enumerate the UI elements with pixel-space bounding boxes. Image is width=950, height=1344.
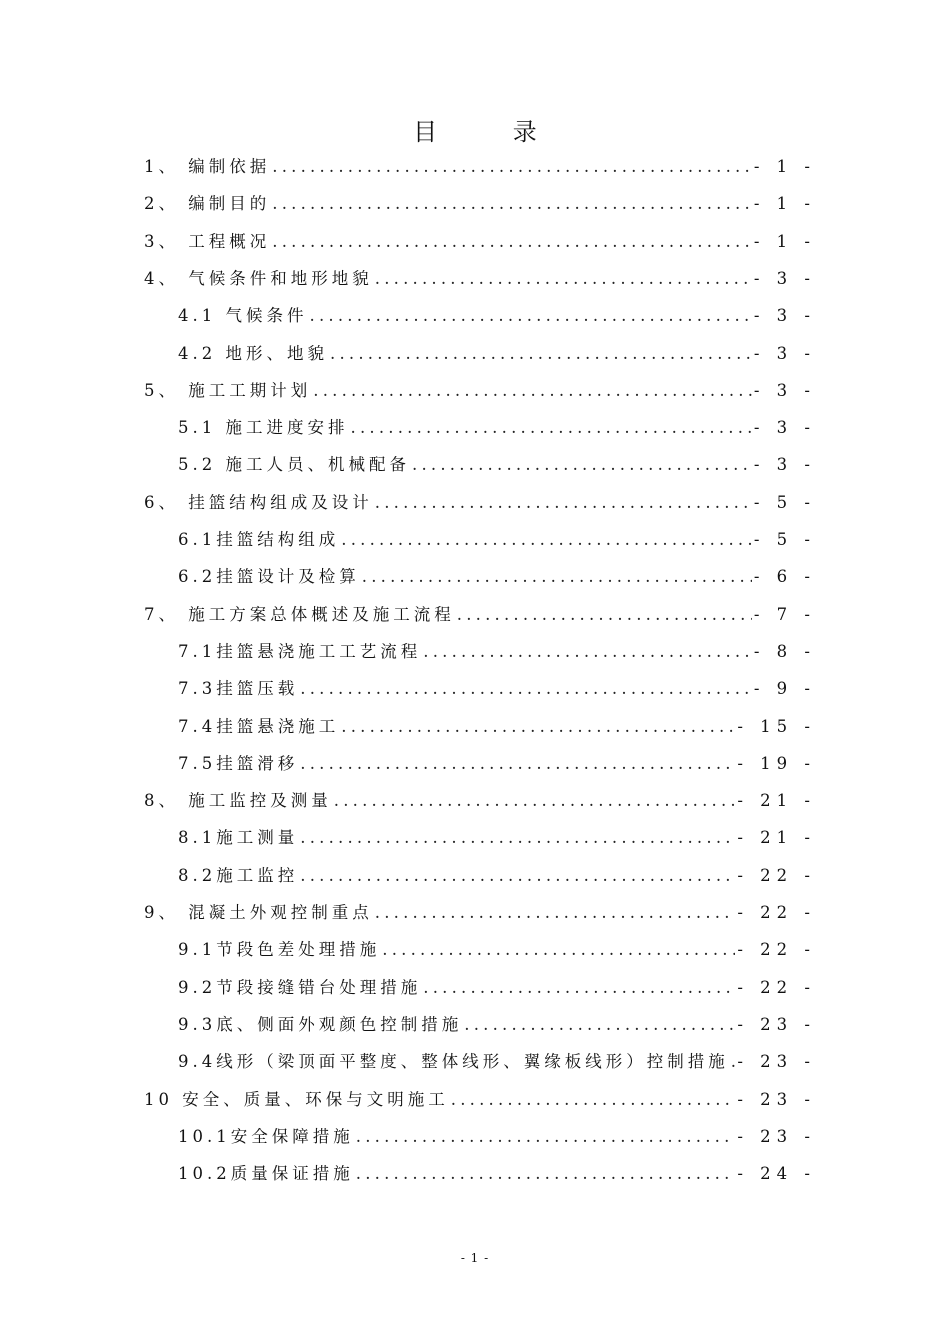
toc-entry[interactable] [178,713,816,749]
toc-entry-page: - 5 - [753,530,816,549]
toc-dot-leader [451,1090,736,1109]
toc-dot-leader [375,493,752,512]
toc-entry-title: 9.4线形（梁顶面平整度、整体线形、翼缘板线形）控制措施 [178,1052,729,1072]
toc-entry[interactable] [178,675,816,711]
toc-entry-page: - 1 - [753,231,816,251]
toc-entry-title: 9.2节段接缝错台处理措施 [178,977,422,997]
toc-dot-leader [412,455,752,474]
toc-entry[interactable] [178,451,816,487]
toc-entry-title: 4.1 气候条件 [178,306,308,326]
toc-entry-page: - 23 - [737,1014,816,1034]
toc-entry[interactable] [178,1011,816,1047]
toc-dot-leader [334,791,736,810]
toc-entry-title: 10 安全、质量、环保与文明施工 [144,1089,449,1109]
toc-entry-title: 9.1节段色差处理措施 [178,940,381,960]
toc-entry-page: - 22 - [737,865,816,885]
toc-entry[interactable] [178,1160,816,1196]
page-number-footer: - 1 - [460,1251,490,1265]
toc-entry-page: - 8 - [753,641,816,661]
toc-dot-leader [330,344,752,363]
toc-entry-page: - 1 - [753,194,816,214]
toc-entry-title: 8、 施工监控及测量 [144,791,332,811]
toc-entry[interactable] [178,340,816,376]
toc-entry-page: - 23 - [737,1126,816,1146]
toc-entry-title: 8.1施工测量 [178,828,299,848]
toc-dot-leader [731,1052,736,1071]
toc-entry[interactable] [178,302,816,338]
toc-entry-title: 5.1 施工进度安排 [178,418,349,438]
toc-entry[interactable] [144,265,816,301]
toc-dot-leader [272,157,752,176]
toc-entry[interactable] [178,414,816,450]
toc-dot-leader [375,269,752,288]
toc-dot-leader [356,1164,736,1183]
toc-entry-page: - 3 - [753,380,816,400]
toc-dot-leader [351,418,752,437]
toc-entry[interactable] [144,601,816,637]
toc-dot-leader [356,1127,736,1146]
toc-entry-title: 7、 施工方案总体概述及施工流程 [144,604,455,624]
toc-entry-page: - 22 - [737,903,816,922]
toc-entry-page: - 24 - [737,1164,816,1184]
toc-entry-title: 6.2挂篮设计及检算 [178,567,360,587]
toc-dot-leader [300,866,735,885]
toc-entry-title: 7.5挂篮滑移 [178,753,299,773]
toc-dot-leader [375,903,736,922]
toc-entry[interactable] [144,228,816,264]
toc-dot-leader [423,642,752,661]
toc-entry[interactable] [144,377,816,413]
toc-entry-title: 5.2 施工人员、机械配备 [178,455,410,475]
toc-entry-page: - 19 - [737,753,816,773]
toc-entry-page: - 6 - [753,567,816,587]
toc-entry-page: - 1 - [753,157,816,176]
toc-entry-title: 9.3底、侧面外观颜色控制措施 [178,1014,463,1034]
toc-entry[interactable] [178,1123,816,1159]
toc-dot-leader [464,1015,735,1034]
toc-entry-title: 1、 编制依据 [144,157,271,176]
toc-entry[interactable] [178,936,816,972]
toc-dot-leader [457,605,752,624]
toc-entry-page: - 15 - [737,716,816,736]
toc-entry[interactable] [178,824,816,860]
toc-entry-title: 10.2质量保证措施 [178,1164,354,1184]
toc-entry[interactable] [178,638,816,674]
toc-entry-title: 6.1挂篮结构组成 [178,530,340,549]
toc-entry-title: 4.2 地形、地貌 [178,343,328,363]
toc-entry-page: - 3 - [753,418,816,438]
toc-entry[interactable] [178,750,816,786]
toc-entry-page: - 5 - [753,492,816,512]
toc-entry-title: 7.4挂篮悬浇施工 [178,716,340,736]
toc-entry[interactable] [178,862,816,898]
toc-entry[interactable] [178,563,816,599]
toc-entry-title: 4、 气候条件和地形地貌 [144,268,373,288]
toc-entry-title: 7.3挂篮压载 [178,679,299,699]
toc-entry-page: - 3 - [753,343,816,363]
toc-entry[interactable] [144,153,816,189]
toc-dot-leader [341,717,735,736]
toc-entry-title: 5、 施工工期计划 [144,380,312,400]
toc-dot-leader [272,232,752,251]
toc-entry-page: - 22 - [737,940,816,960]
toc-entry-page: - 21 - [737,828,816,848]
toc-entry-title: 2、 编制目的 [144,194,271,214]
toc-dot-leader [382,940,735,959]
toc-entry[interactable] [144,489,816,525]
toc-entry-title: 9、 混凝土外观控制重点 [144,903,373,922]
toc-entry-title: 8.2施工监控 [178,865,299,885]
toc-entry-title: 6、 挂篮结构组成及设计 [144,492,373,512]
toc-entry-page: - 7 - [753,604,816,624]
toc-entry-page: - 23 - [737,1089,816,1109]
toc-dot-leader [300,828,735,847]
toc-dot-leader [423,978,735,997]
toc-dot-leader [300,754,735,773]
toc-entry-page: - 22 - [737,977,816,997]
toc-entry[interactable] [144,190,816,226]
page-title: 目 录 [413,118,571,146]
toc-entry-title: 7.1挂篮悬浇施工工艺流程 [178,641,422,661]
toc-entry[interactable] [178,1048,816,1084]
toc-dot-leader [313,381,752,400]
toc-entry-title: 3、 工程概况 [144,231,271,251]
toc-entry-page: - 23 - [737,1052,816,1072]
toc-dot-leader [341,530,752,549]
toc-entry[interactable] [144,1086,816,1122]
toc-entry[interactable] [178,526,816,562]
toc-entry-title: 10.1安全保障措施 [178,1126,354,1146]
toc-entry[interactable] [144,899,816,935]
toc-entry[interactable] [178,974,816,1010]
toc-entry-page: - 3 - [753,268,816,288]
toc-entry-page: - 3 - [753,306,816,326]
toc-entry-page: - 21 - [737,791,816,811]
toc-entry-page: - 3 - [753,455,816,475]
toc-entry[interactable] [144,787,816,823]
toc-dot-leader [310,306,752,325]
toc-dot-leader [272,194,752,213]
toc-dot-leader [362,567,752,586]
toc-entry-page: - 9 - [753,679,816,699]
toc-dot-leader [300,679,752,698]
